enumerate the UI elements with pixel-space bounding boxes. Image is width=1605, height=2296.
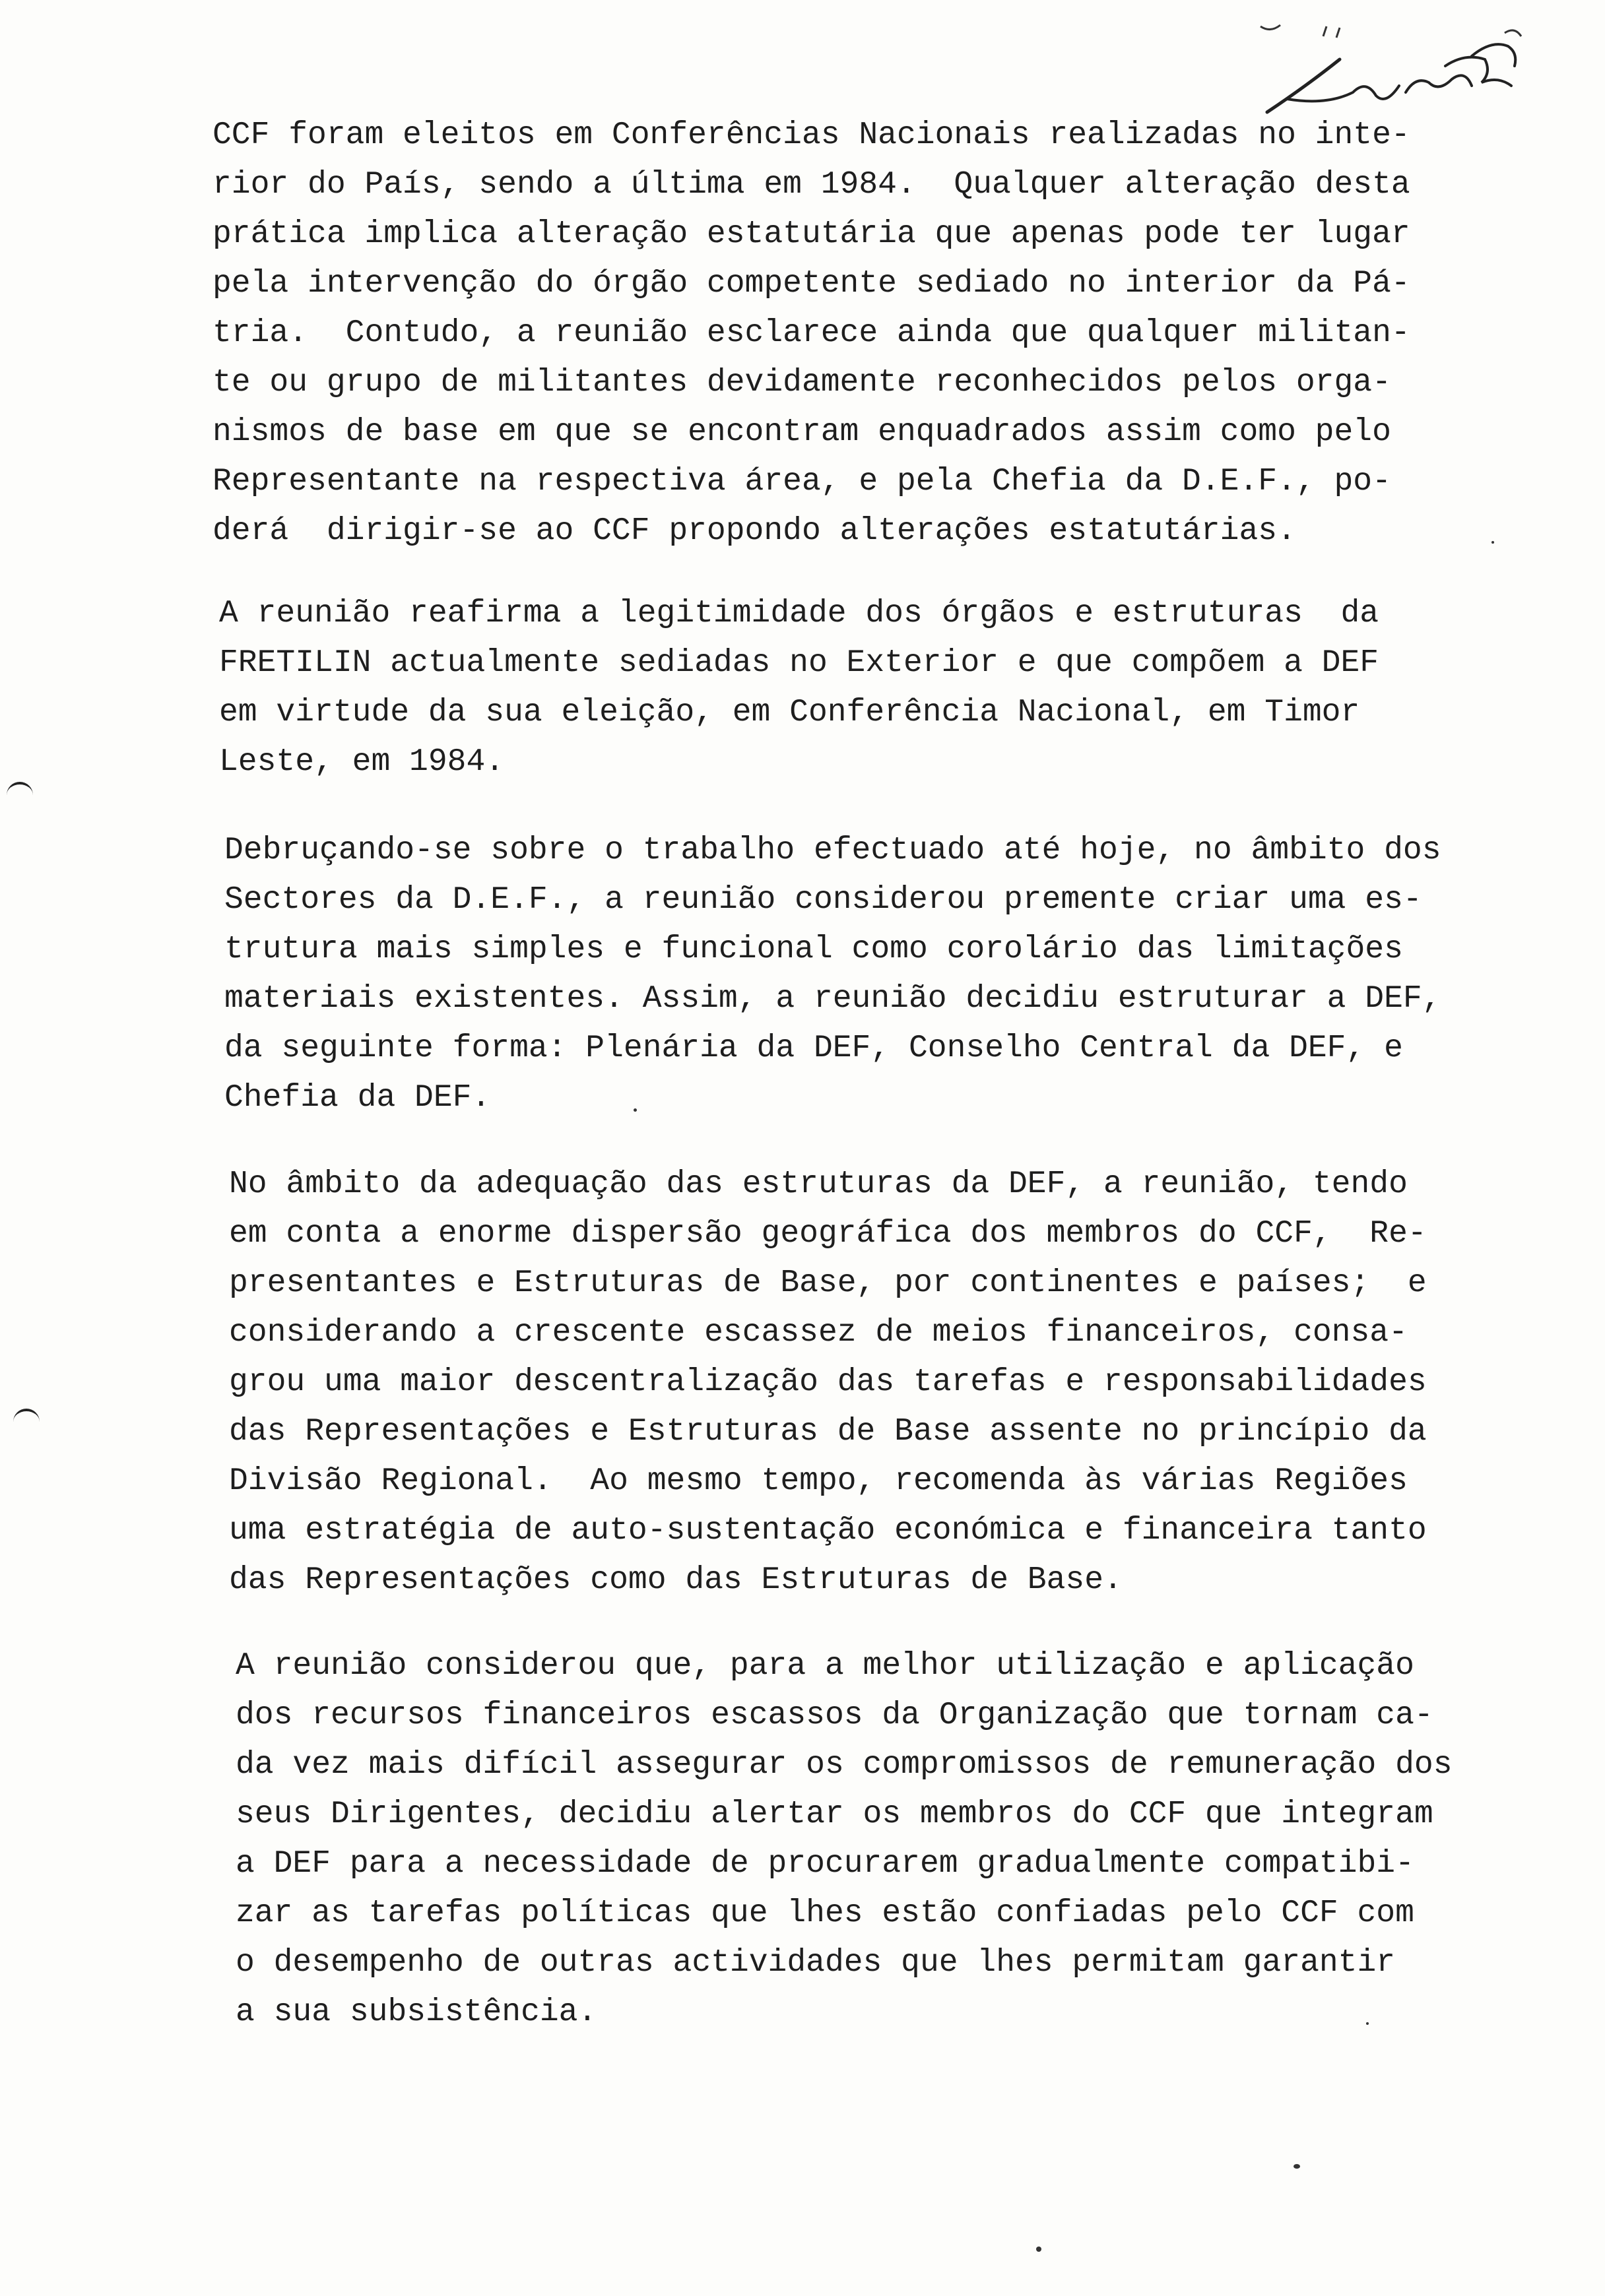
text-line: A reunião considerou que, para a melhor utilização e aplicação [236, 1648, 1414, 1684]
text-line: grou uma maior descentralização das tarefas e responsabilidades [229, 1364, 1427, 1400]
text-line: Chefia da DEF. [224, 1080, 491, 1116]
text-line: No âmbito da adequação das estruturas da DEF, a reunião, tendo [229, 1166, 1408, 1202]
text-line: FRETILIN actualmente sediadas no Exterior e que compõem a DEF [219, 645, 1379, 681]
text-line: o desempenho de outras actividades que lhes permitam garantir [236, 1945, 1396, 1981]
text-line: das Representações como das Estruturas de Base. [229, 1562, 1123, 1598]
text-line: Divisão Regional. Ao mesmo tempo, recomenda às várias Regiões [229, 1463, 1408, 1499]
text-line: pela intervenção do órgão competente sediado no interior da Pá- [213, 266, 1410, 302]
text-line: tria. Contudo, a reunião esclarece ainda que qualquer militan- [213, 315, 1410, 351]
text-line: A reunião reafirma a legitimidade dos órgãos e estruturas da [219, 596, 1379, 631]
text-line: te ou grupo de militantes devidamente reconhecidos pelos orga- [213, 365, 1391, 400]
margin-mark [13, 1409, 40, 1424]
text-line: materiais existentes. Assim, a reunião decidiu estruturar a DEF, [224, 981, 1441, 1017]
margin-mark [7, 782, 33, 798]
text-line: Representante na respectiva área, e pela Chefia da D.E.F., po- [213, 464, 1391, 499]
text-line: em conta a enorme dispersão geográfica dos membros do CCF, Re- [229, 1216, 1427, 1252]
text-line: Debruçando-se sobre o trabalho efectuado até hoje, no âmbito dos [224, 833, 1441, 868]
paragraph-1 [213, 111, 1410, 556]
text-line: zar as tarefas políticas que lhes estão confiadas pelo CCF com [236, 1896, 1414, 1931]
text-line: considerando a crescente escassez de meios financeiros, consa- [229, 1315, 1408, 1351]
speck [634, 1108, 637, 1112]
text-line: da vez mais difícil assegurar os compromissos de remuneração dos [236, 1747, 1453, 1783]
text-line: presentantes e Estruturas de Base, por continentes e países; e [229, 1265, 1427, 1301]
text-line: nismos de base em que se encontram enquadrados assim como pelo [213, 414, 1391, 450]
text-line: uma estratégia de auto-sustentação económica e financeira tanto [229, 1513, 1427, 1548]
paragraph-2 [219, 589, 1379, 787]
text-line: em virtude da sua eleição, em Conferência Nacional, em Timor [219, 695, 1360, 730]
text-line: a sua subsistência. [236, 1994, 597, 2030]
text-line: rior do País, sendo a última em 1984. Qualquer alteração desta [213, 167, 1410, 203]
paragraph-4 [229, 1160, 1427, 1605]
text-line: das Representações e Estruturas de Base assente no princípio da [229, 1414, 1427, 1450]
text-line: seus Dirigentes, decidiu alertar os membros do CCF que integram [236, 1797, 1433, 1832]
speck [1036, 2247, 1041, 2252]
paragraph-5 [236, 1642, 1453, 2037]
paragraph-3 [224, 826, 1441, 1123]
text-line: prática implica alteração estatutária que apenas pode ter lugar [213, 216, 1410, 252]
text-line: CCF foram eleitos em Conferências Nacionais realizadas no inte- [213, 117, 1410, 153]
text-line: a DEF para a necessidade de procurarem gradualmente compatibi- [236, 1846, 1414, 1882]
text-line: trutura mais simples e funcional como corolário das limitações [224, 932, 1403, 967]
speck [1491, 541, 1494, 544]
speck [1366, 2022, 1369, 2025]
text-line: derá dirigir-se ao CCF propondo alterações estatutárias. [213, 513, 1296, 549]
text-line: Leste, em 1984. [219, 744, 505, 780]
text-line: dos recursos financeiros escassos da Organização que tornam ca- [236, 1698, 1433, 1733]
text-line: da seguinte forma: Plenária da DEF, Conselho Central da DEF, e [224, 1031, 1403, 1066]
text-line: Sectores da D.E.F., a reunião considerou premente criar uma es- [224, 882, 1422, 918]
speck [1294, 2164, 1300, 2169]
